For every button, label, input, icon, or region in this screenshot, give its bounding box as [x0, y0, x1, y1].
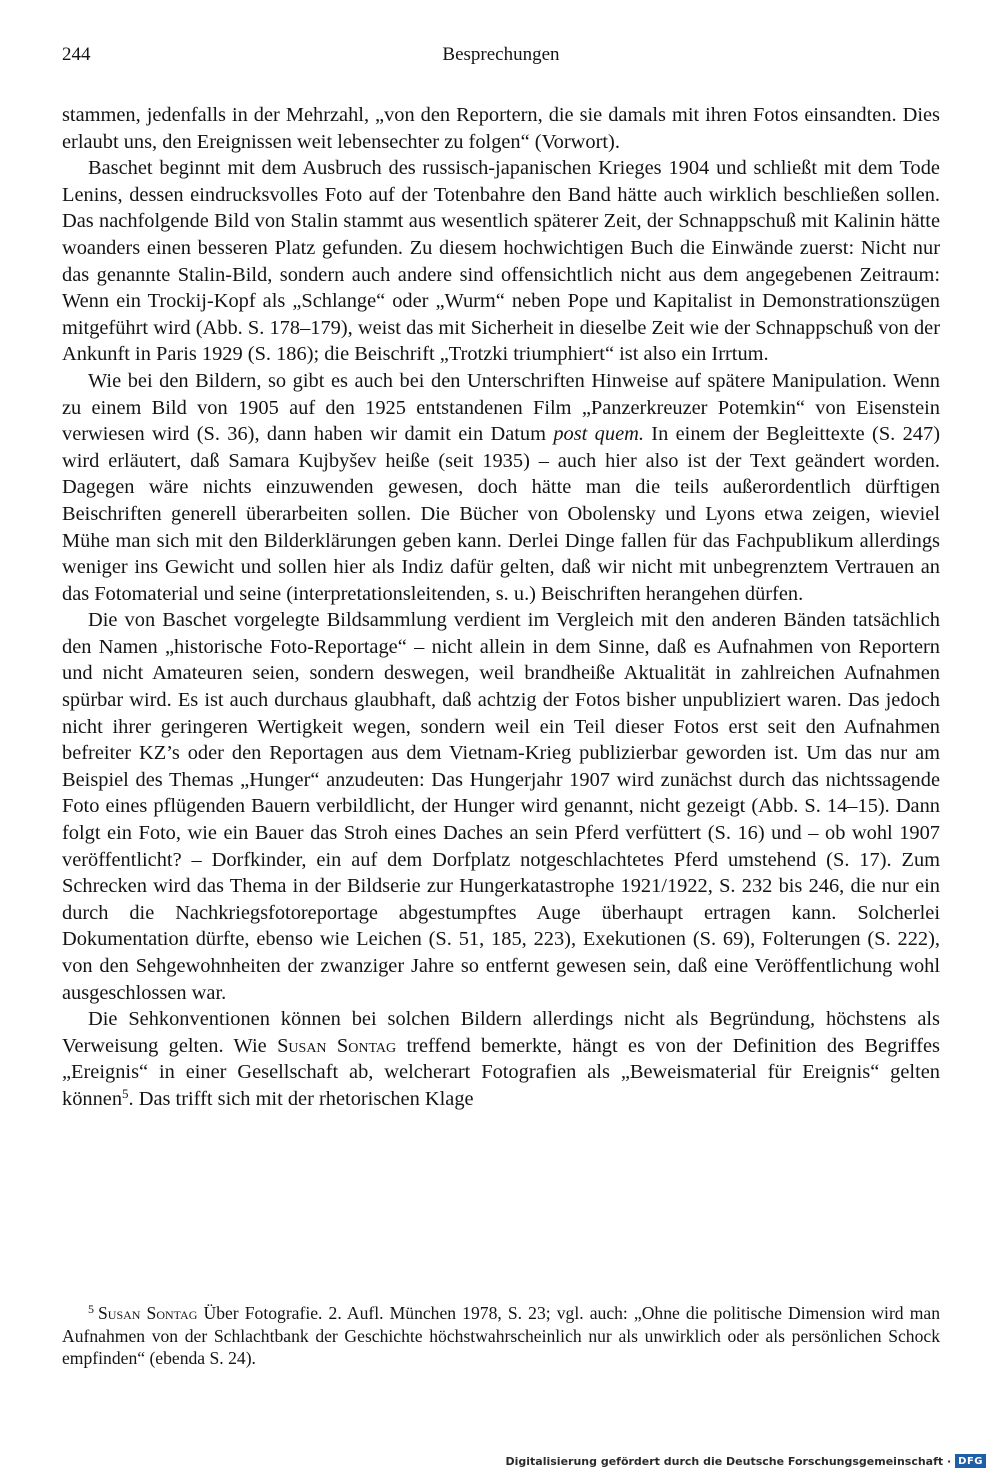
text-run: Die von Baschet vorgelegte Bildsammlung verdient im Vergleich mit den anderen Bänden tatsächlich den Namen „historische Foto-Reportage“ – nicht allein in dem Sinne, daß es Aufnahmen von Reportern und nicht Amateuren seien, sondern deswegen, weil brandheiße Aktualität in zahlreichen Aufnahmen spürbar wird. Es ist auch durchaus glaubhaft, daß achtzig der Fotos bisher unpubliziert waren. Das jedoch nicht ihrer geringeren Wertigkeit wegen, sondern weil ein Teil dieser Fotos erst seit den Aufnahmen befreiter KZ’s oder den Reportagen aus dem Vietnam-Krieg publizierbar geworden ist. Um das nur am Beispiel des Themas „Hunger“ anzudeuten: Das Hungerjahr 1907 wird zunächst durch das nichtssagende Foto eines pflügenden Bauern verbildlicht, der Hunger wird genannt, nicht gezeigt (Abb. S. 14–15). Dann folgt ein Foto, wie ein Bauer das Stroh eines Daches an sein Pferd verfüttert (S. 16) und – ob wohl 1907 veröffentlicht? – Dorfkinder, ein auf dem Dorfplatz notgeschlachtetes Pferd umstehend (S. 17). Zum Schrecken wird das Thema in der Bildserie zur Hungerkatastrophe 1921/1922, S. 232 bis 246, die nur ein durch die Nachkriegsfotoreportage abgestumpftes Auge überhaupt ertragen kann. Solcherlei Dokumentation dürfte, ebenso wie Leichen (S. 51, 185, 223), Exekutionen (S. 69), Folterungen (S. 222), von den Sehgewohnheiten der zwanziger Jahre so entfernt gewesen sein, daß eine Veröffentlichung wohl ausgeschlossen war. [62, 609, 940, 1004]
funding-footer [505, 1452, 986, 1470]
footnote-marker: 5 [88, 1302, 94, 1316]
paragraph [62, 607, 940, 1006]
paragraph [62, 155, 940, 368]
footnote [62, 1302, 940, 1370]
text-run: stammen, jedenfalls in der Mehrzahl, „von den Reportern, die sie damals mit ihren Fotos einsandten. Dies erlaubt uns, den Ereignissen weit lebensechter zu folgen“ (Vorwort). [62, 104, 940, 153]
paragraph [62, 102, 940, 155]
text-run: Die Sehkonventionen können bei solchen Bildern allerdings nicht als Begründung, höchstens als Verweisung gelten. Wie [62, 1008, 940, 1057]
dfg-logo-icon: DFG [955, 1454, 986, 1468]
footnote-paragraph [62, 1302, 940, 1370]
text-run: Über Fotografie. 2. Aufl. München 1978, S. 23; vgl. auch: „Ohne die politische Dimension wird man Aufnahmen von der Schlachtbank der Geschichte höchstwahrscheinlich nur als unwirklich oder als persönlichen Schock empfinden“ (ebenda S. 24). [62, 1303, 940, 1368]
italic-text: post quem. [553, 423, 644, 446]
text-run: . Das trifft sich mit der rhetorischen Klage [128, 1087, 474, 1110]
author-name: Susan Sontag [98, 1303, 198, 1323]
footnote-text [62, 1303, 940, 1368]
running-head: Besprechungen [442, 44, 560, 65]
text-run: treffend bemerkte, hängt es von der Definition des Begriffes „Ereignis“ in einer Gesellschaft ab, welcherart Fotografien als „Beweismaterial für Ereignis“ gelten können [62, 1034, 940, 1110]
paragraph [62, 1006, 940, 1112]
funding-note: Digitalisierung gefördert durch die Deutsche Forschungsgemeinschaft · [505, 1454, 952, 1468]
text-run: Wie bei den Bildern, so gibt es auch bei den Unterschriften Hinweise auf spätere Manipulation. Wenn zu einem Bild von 1905 auf den 1925 entstandenen Film „Panzerkreuzer Potemkin“ von Eisenstein verwiesen wird (S. 36), dann haben wir damit ein Datum [62, 369, 940, 446]
body-text [62, 102, 940, 1113]
page-header [62, 44, 940, 72]
footnote-reference: 5 [122, 1085, 129, 1101]
paragraph [62, 368, 940, 607]
text-run: In einem der Begleittexte (S. 247) wird erläutert, daß Samara Kujbyšev heiße (seit 1935) – auch hier also ist der Text geändert worden. Dagegen wäre nichts einzuwenden gewesen, doch hätte man die teils außerordentlich dürftigen Beischriften generell überarbeiten sollen. Die Bücher von Obolensky und Lyons etwa zeigen, wieviel Mühe man sich mit den Bilderklärungen geben kann. Derlei Dinge fallen für das Fachpublikum allerdings weniger ins Gewicht und sollen hier als Indiz dafür gelten, daß wir nicht mit unbegrenztem Vertrauen an das Fotomaterial und seine (interpretationsleitenden, s. u.) Beischriften herangehen dürfen. [62, 423, 940, 605]
author-name: Susan Sontag [277, 1034, 397, 1057]
text-run: Baschet beginnt mit dem Ausbruch des russisch-japanischen Krieges 1904 und schließt mit dem Tode Lenins, dessen eindrucksvolles Foto auf der Totenbahre den Band hätte auch wirklich beschließen sollen. Das nachfolgende Bild von Stalin stammt aus wesentlich späterer Zeit, der Schnappschuß mit Kalinin hätte woanders einen besseren Platz gefunden. Zu diesem hochwichtigen Buch die Einwände zuerst: Nicht nur das genannte Stalin-Bild, sondern auch andere sind offensichtlich nicht aus dem angegebenen Zeitraum: Wenn ein Trockij-Kopf als „Schlange“ oder „Wurm“ neben Pope und Kapitalist in Demonstrationszügen mitgeführt wird (Abb. S. 178–179), weist das mit Sicherheit in dieselbe Zeit wie der Schnappschuß von der Ankunft in Paris 1929 (S. 186); die Beischrift „Trotzki triumphiert“ ist also ein Irrtum. [62, 157, 940, 366]
page-number: 244 [62, 44, 91, 65]
